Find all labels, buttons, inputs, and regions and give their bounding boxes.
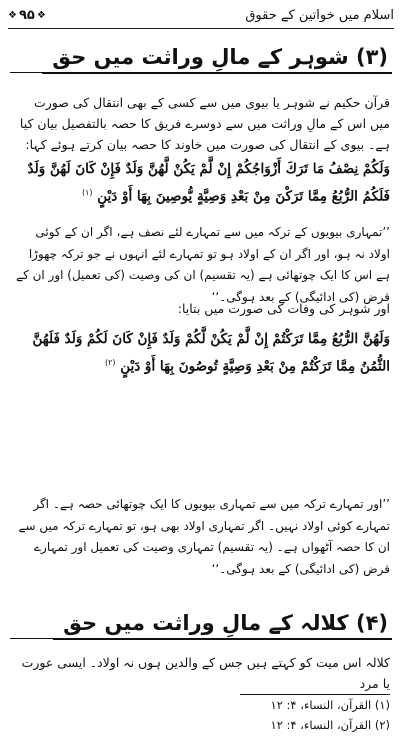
- section-heading-text: (۴) کلالہ کے مالِ وراثت میں حق: [53, 611, 392, 640]
- page-number-value: ۹۵: [18, 7, 35, 23]
- running-title: اسلام میں خواتین کے حقوق: [245, 7, 394, 23]
- translation-2: [12, 482, 390, 592]
- ornament-icon: ❖: [8, 9, 17, 21]
- paragraph: اور شوہر کی وفات کی صورت میں بتایا:: [177, 301, 390, 316]
- quran-verse-1: [12, 158, 390, 209]
- section-heading-kalala-inheritance: [10, 606, 392, 640]
- footnotes: [12, 694, 390, 735]
- heading-rule: [10, 72, 42, 73]
- heading-rule: [10, 638, 53, 639]
- section-heading-text: (۳) شوہر کے مالِ وراثت میں حق: [42, 45, 392, 74]
- section-heading-husband-inheritance: [10, 40, 392, 74]
- paragraph: قرآن حکیم نے شوہر یا بیوی میں سے کسی کے بھی انتقال کی صورت میں اس کے مالِ وراثت میں سے دوسرے فریق کا حصہ بالتفصیل بیان کیا ہے۔ بیوی کے انتقال کی صورت میں خاوند کا حصہ بیان کرتے ہوئے کہا:: [19, 95, 390, 152]
- ornament-icon: ❖: [36, 9, 46, 21]
- running-header: [8, 2, 394, 29]
- verse-text: وَلَكُمْ نِصْفُ مَا تَرَكَ أَزْوَاجُكُمْ إِنْ لَّمْ يَكُنْ لَّهُنَّ وَلَدٌ فَإِنْ كَانَ لَهُنَّ وَلَدٌ فَلَكُمُ الرُّبُعُ مِمَّا تَرَكْنَ مِنْ بَعْدِ وَصِيَّةٍ يُّوصِينَ بِهَا أَوْ دَيْنٍ: [27, 161, 390, 205]
- translation-text: ’’اور تمہارے ترکہ میں سے تمہاری بیویوں کا ایک چوتھائی حصہ ہے۔ اگر تمہارے کوئی اولاد نہیں۔ اگر تمہاری اولاد بھی ہو، تو تمہارے ترکہ میں سے ان کا حصہ آٹھواں ہے۔ (یہ تقسیم) تمہاری وصیت کی تعمیل اور تمہارے قرض (کی ادائیگی) کے بعد ہوگی۔‘‘: [18, 497, 390, 576]
- footnote-marker: (۱): [81, 188, 93, 197]
- section3-intro: [12, 92, 390, 155]
- page-number: [8, 8, 46, 23]
- verse-text: وَلَهُنَّ الرُّبُعُ مِمَّا تَرَكْتُمْ إِنْ لَّمْ يَكُنْ لَّكُمْ وَلَدٌ فَإِنْ كَانَ لَكُمْ وَلَدٌ فَلَهُنَّ الثُّمُنُ مِمَّا تَرَكْتُمْ مِنْ بَعْدِ وَصِيَّةٍ تُوصُونَ بِهَا أَوْ دَيْنٍ: [32, 331, 390, 375]
- paragraph: کلالہ اس میت کو کہتے ہیں جس کے والدین ہوں نہ اولاد۔ ایسی عورت یا مرد: [21, 655, 390, 691]
- footnote-1: (۱) القرآن، النساء، ۴: ۱۲: [270, 698, 390, 712]
- translation-text: ’’تمہاری بیویوں کے ترکہ میں سے تمہارے لئے نصف ہے، اگر ان کے کوئی اولاد نہ ہو، اور اگر ان کے اولاد ہو تو تمہارے لئے انہوں نے جو ترکہ چھوڑا ہے اس کا ایک چوتھائی ہے (یہ تقسیم) ان کی وصیت (کی تعمیل) اور ان کے قرض (کی ادائیگی) کے بعد ہوگی۔‘‘: [16, 225, 390, 304]
- quran-verse-2: [12, 328, 390, 379]
- husband-death-intro: [12, 298, 390, 319]
- footnote-marker: (۲): [104, 358, 116, 367]
- section4-intro: [12, 652, 390, 694]
- footnote-2: (۲) القرآن، النساء، ۴: ۱۲: [270, 718, 390, 732]
